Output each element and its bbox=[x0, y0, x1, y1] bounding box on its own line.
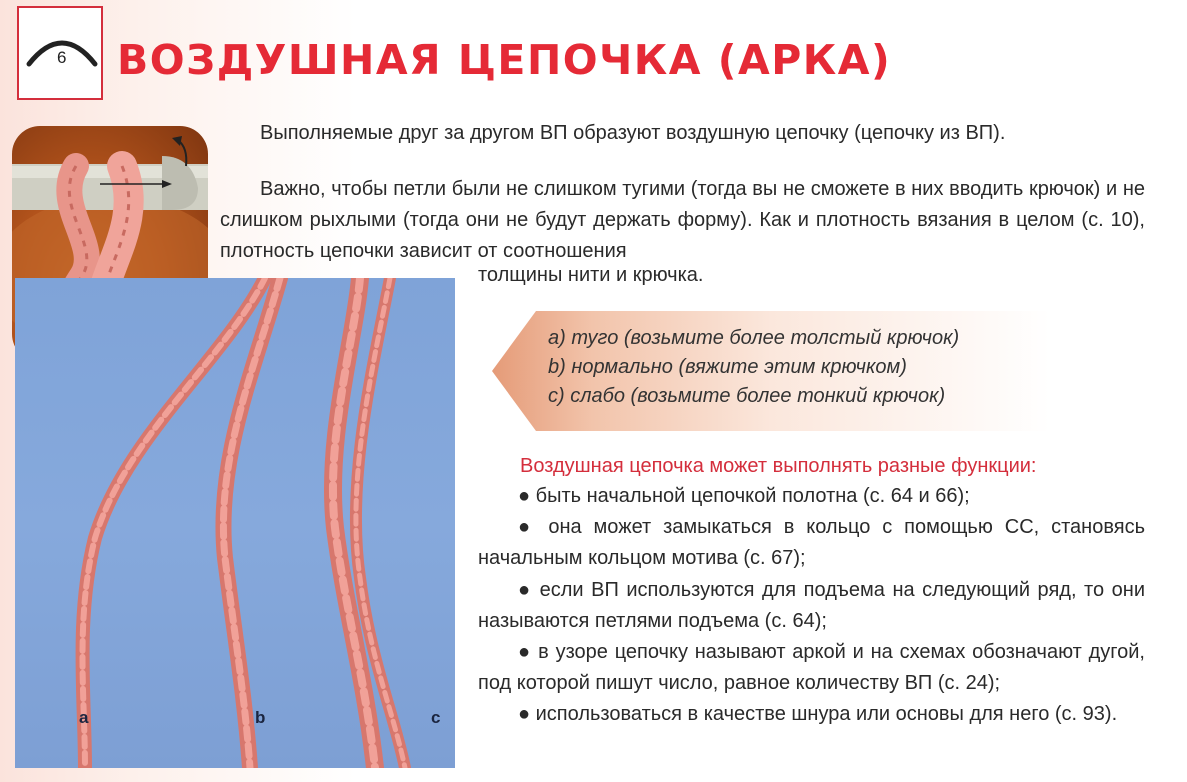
variant-a: a) туго (возьмите более толстый крючок) bbox=[548, 327, 960, 349]
chain-samples-photo bbox=[15, 278, 455, 768]
variant-b: b) нормально (вяжите этим крючком) bbox=[548, 356, 907, 378]
list-item: ● в узоре цепочку называют аркой и на схемах обозначают дугой, под которой пишут число, равное количеству ВП (с. 24); bbox=[478, 641, 1145, 695]
functions-list bbox=[478, 481, 1145, 731]
variant-c: c) слабо (возьмите более тонкий крючок) bbox=[548, 385, 946, 407]
label-a: a bbox=[79, 708, 89, 727]
page-title: ВОЗДУШНАЯ ЦЕПОЧКА (АРКА) bbox=[117, 36, 892, 84]
list-item: ● она может замыкаться в кольцо с помощью СС, становясь начальным кольцом мотива (с. 67); bbox=[478, 516, 1145, 570]
list-item: ● использоваться в качестве шнура или основы для него (с. 93). bbox=[518, 703, 1118, 726]
intro-paragraph-2-end: толщины нити и крючка. bbox=[478, 264, 704, 286]
list-item: ● быть начальной цепочкой полотна (с. 64 и 66); bbox=[518, 485, 970, 507]
intro-paragraph-2: Важно, чтобы петли были не слишком тугими (тогда вы не сможете в них вводить крючок) и не слишком рыхлыми (тогда они не будут держать форму). Как и плотность вязания в целом (с. 10), плотность цепочки зависит от соотношения bbox=[220, 178, 1145, 262]
functions-title: Воздушная цепочка может выполнять разные функции: bbox=[520, 455, 1037, 477]
label-c: c bbox=[431, 708, 441, 727]
badge-number: 6 bbox=[57, 48, 67, 67]
page-number-badge bbox=[17, 6, 103, 100]
label-b: b bbox=[255, 708, 266, 727]
variants-list bbox=[548, 324, 959, 411]
intro-paragraph-1: Выполняемые друг за другом ВП образуют воздушную цепочку (цепочку из ВП). bbox=[260, 122, 1006, 144]
list-item: ● если ВП используются для подъема на следующий ряд, то они называются петлями подъема (с. 64); bbox=[478, 578, 1145, 632]
